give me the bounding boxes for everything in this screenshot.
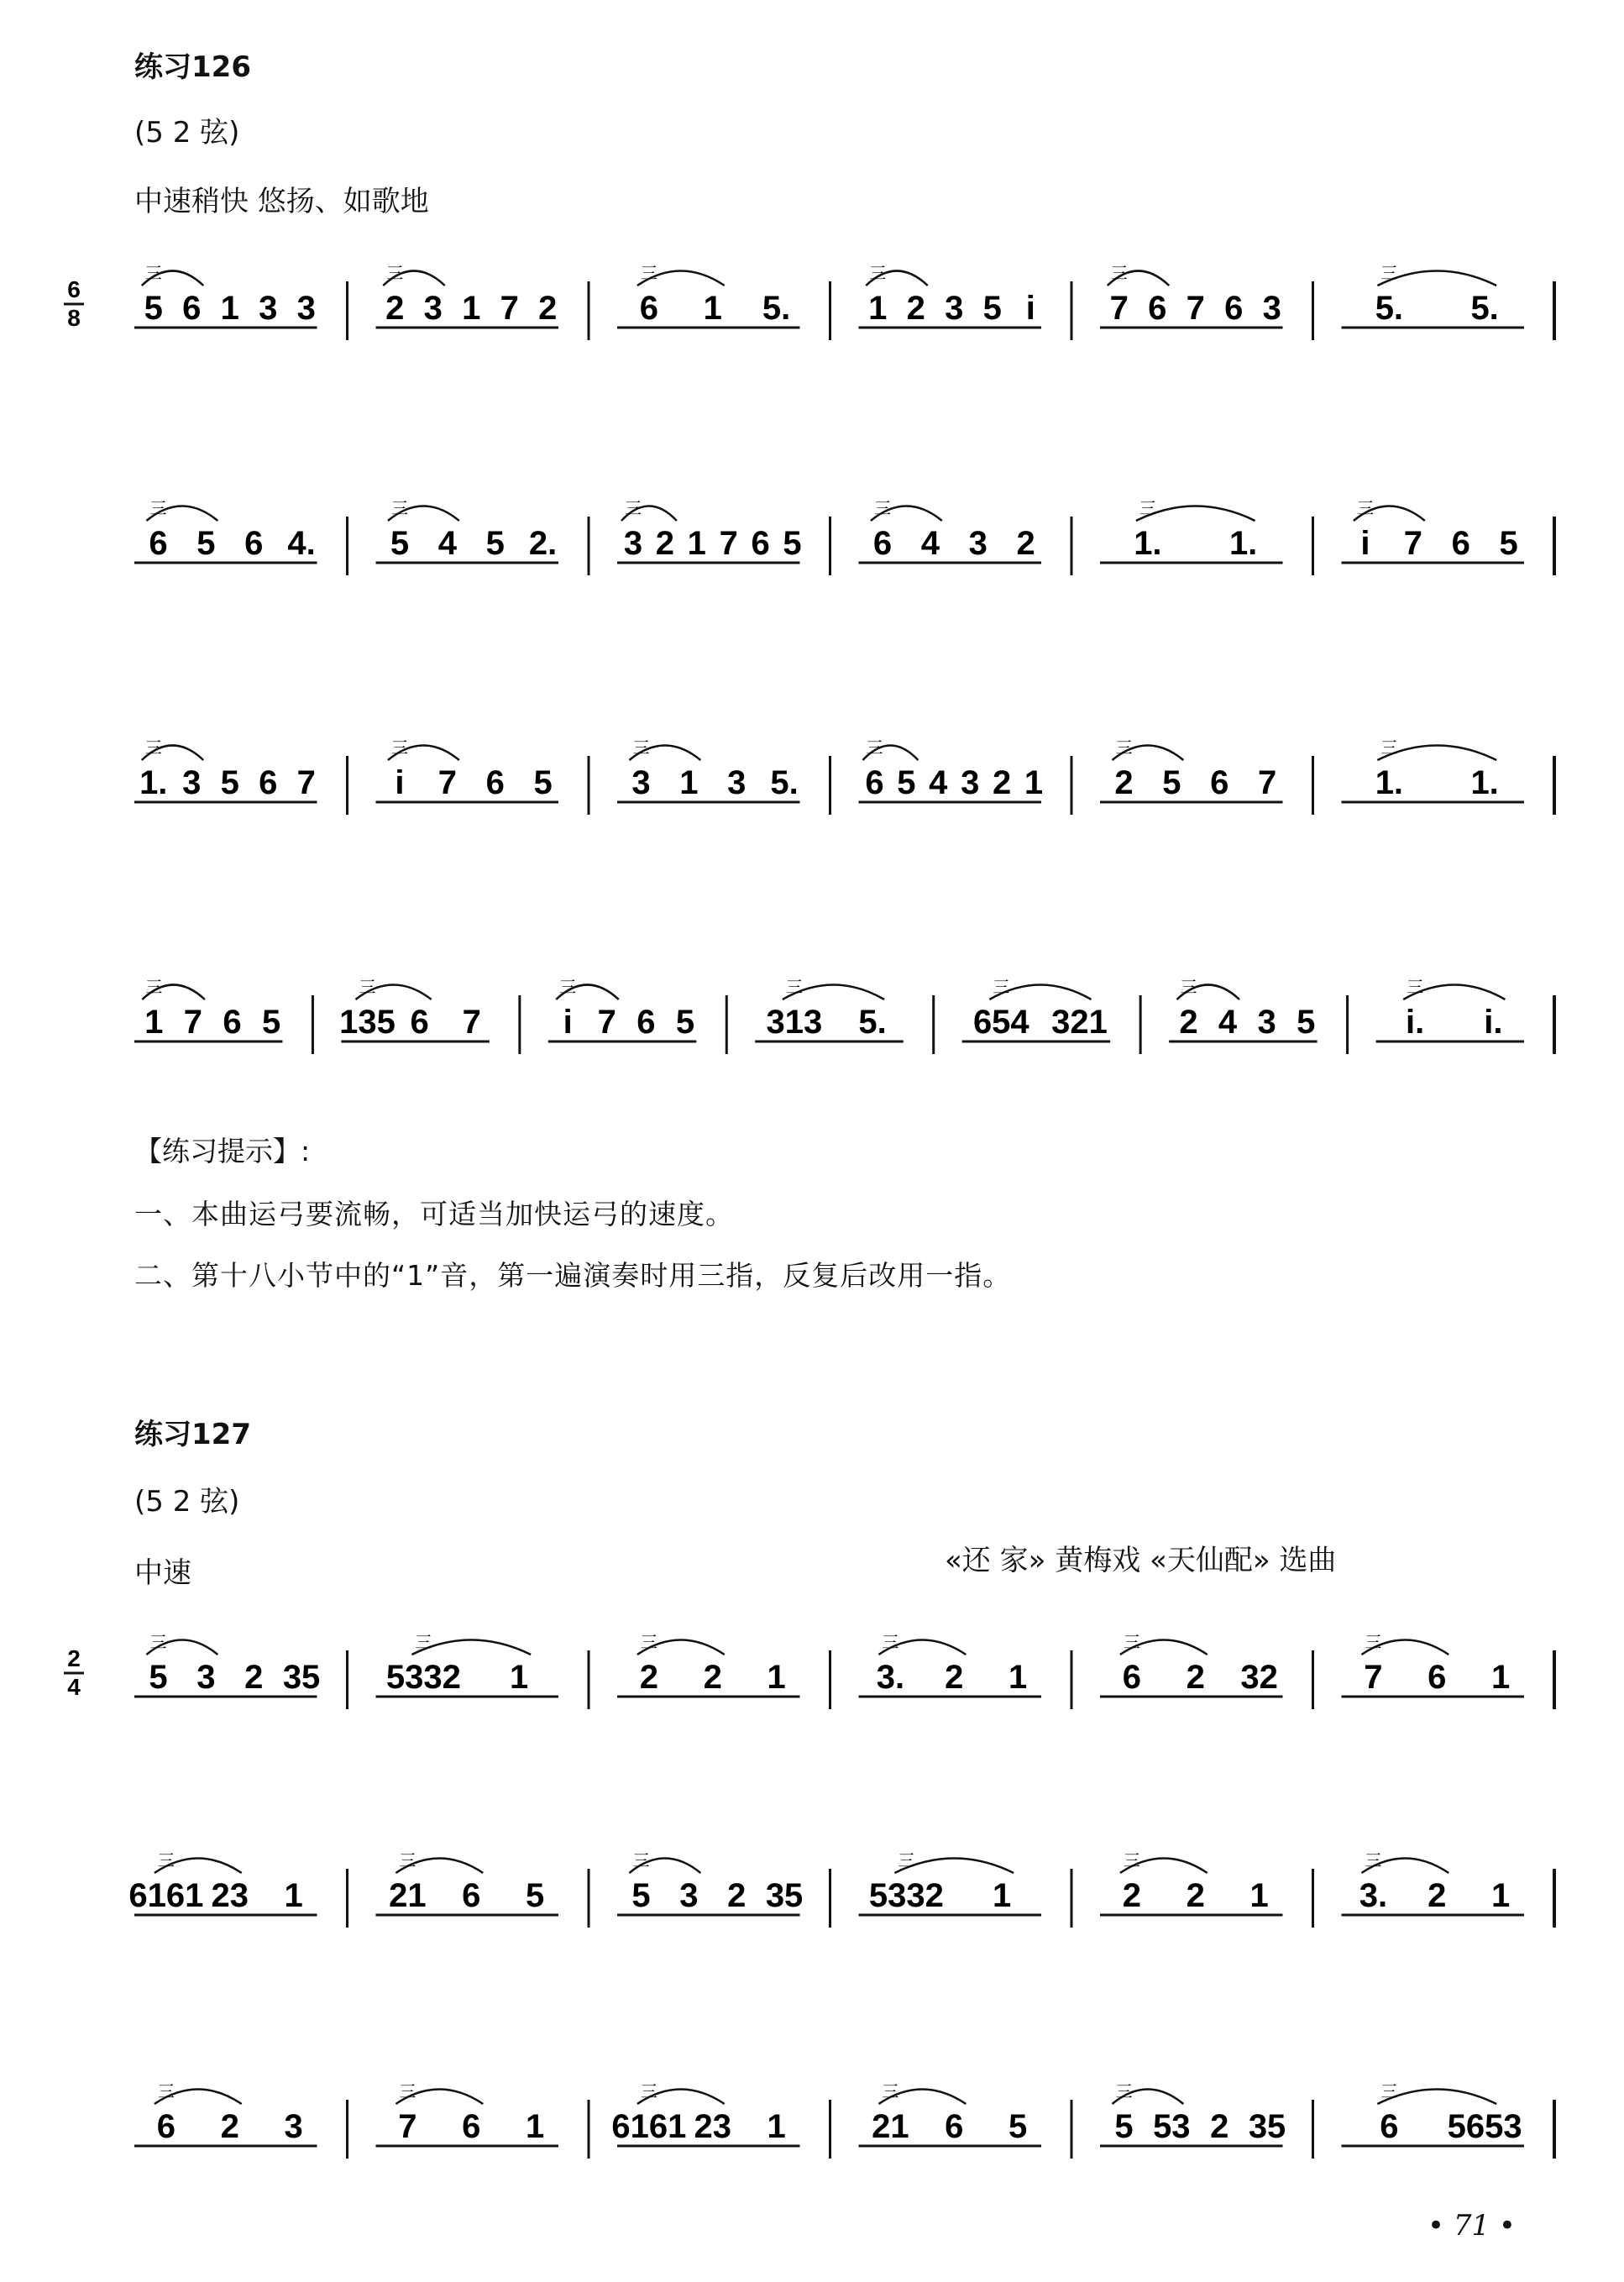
ex127-note: 1 [767,2108,786,2145]
ex127-note: 2 [1186,1659,1205,1696]
ex127-note: 35 [1248,2108,1286,2145]
ex127-note: 6161 [128,1877,204,1914]
ex127-note: 6 [462,2108,481,2145]
ex126-note: 6 [244,525,264,562]
ex126-note: 4 [1218,1004,1238,1041]
ex127-note: 7 [398,2108,417,2145]
ex126-note: 4 [437,525,457,562]
ex126-note: 5 [1297,1004,1316,1041]
ex127-fingering-mark: 三 [1123,1634,1140,1652]
ex126-note: 3 [182,764,202,801]
ex127-fingering-mark: 三 [415,1634,432,1652]
ex126-fingering-mark: 三 [390,500,408,518]
exercise-127-tempo: 中速 [134,1556,191,1590]
ex126-note: 3 [259,290,278,327]
ex126-note: 1. [1470,764,1499,801]
ex126-note: 4 [929,764,948,801]
ex126-note: 3 [631,764,651,801]
ex127-note: 2 [1122,1877,1142,1914]
ex127-note: 6 [1380,2108,1399,2145]
page-number: • 71 • [1428,2209,1516,2243]
ex126-fingering-mark: 三 [1139,500,1156,518]
ex127-note: 5 [1008,2108,1028,2145]
ex126-fingering-mark: 三 [1180,978,1197,997]
ex126-note: 6 [410,1004,429,1041]
ex126-fingering-mark: 三 [144,739,162,758]
exercise-126-strings: (5 2 弦) [134,116,240,150]
ex126-note: 6 [149,525,168,562]
ex127-note: 5 [631,1877,651,1914]
ex127-note: 6 [1428,1659,1447,1696]
exercise-127-strings: (5 2 弦) [134,1485,240,1519]
ex126-note: 2 [1179,1004,1198,1041]
ex126-note: 5 [897,764,916,801]
ex126-note: i. [1406,1004,1425,1041]
ex126-fingering-mark: 三 [1380,265,1398,283]
ex126-note: 3 [423,290,443,327]
ex127-fingering-mark: 三 [399,1852,416,1870]
ex126-fingering-mark: 三 [640,265,657,283]
ex126-fingering-mark: 三 [785,978,803,997]
ex126-note: 3 [296,290,316,327]
ex126-fingering-mark: 三 [386,265,404,283]
ex126-fingering-mark: 三 [1110,265,1128,283]
ex126-note: 6 [1224,290,1244,327]
ex127-fingering-mark: 三 [399,2083,416,2101]
ex126-note: 1 [687,525,706,562]
ex126-note: 3 [945,290,964,327]
ex127-note: 35 [282,1659,321,1696]
ex127-note: 6 [945,2108,964,2145]
exercise-127-title: 练习127 [134,1418,251,1451]
ex126-note: 7 [1257,764,1277,801]
ex126-note: 5. [770,764,799,801]
tip-item-1: 一、本曲运弓要流畅，可适当加快运弓的速度。 [134,1198,734,1230]
ex127-note: 3 [679,1877,699,1914]
ex126-note: 7 [597,1004,616,1041]
ex127-note: 21 [389,1877,427,1914]
ex126-fingering-mark: 三 [559,978,577,997]
ex127-note: 2 [244,1659,264,1696]
ex126-note: 4 [920,525,940,562]
ex126-note: 7 [500,290,519,327]
ex127-fingering-mark: 三 [157,1852,175,1870]
ex127-note: 5 [149,1659,168,1696]
ex126-note: 5 [533,764,553,801]
ex126-note: 6 [182,290,202,327]
ex126-note: 313 [766,1004,823,1041]
ex126-note: 5 [144,290,163,327]
ex127-note: 5332 [385,1659,461,1696]
ex127-note: 5653 [1447,2108,1522,2145]
ex126-note: 6 [1148,290,1167,327]
ex126-note: 3 [968,525,987,562]
ex127-fingering-mark: 三 [157,2083,175,2101]
ex127-fingering-mark: 三 [640,2083,657,2101]
ex126-time-signature-bottom: 8 [67,305,81,331]
ex126-note: i [563,1004,573,1041]
ex126-note: 4. [287,525,316,562]
ex127-note: 1 [1249,1877,1269,1914]
ex126-note: 135 [339,1004,396,1041]
ex127-fingering-mark: 三 [1115,2083,1133,2101]
ex126-note: 6 [1451,525,1470,562]
ex127-note: 6 [156,2108,176,2145]
ex127-note: 23 [694,2108,731,2145]
tips-title: 【练习提示】: [134,1135,311,1167]
ex127-fingering-mark: 三 [1365,1852,1382,1870]
ex126-note: 2 [993,764,1012,801]
ex126-note: 3 [623,525,643,562]
ex126-note: 2. [528,525,558,562]
ex127-note: 1 [284,1877,303,1914]
ex126-fingering-mark: 三 [1407,978,1424,997]
ex126-note: 6 [259,764,278,801]
ex127-note: 23 [211,1877,249,1914]
ex127-note: 53 [1153,2108,1191,2145]
ex126-note: 1. [1134,525,1162,562]
ex127-note: 2 [945,1659,964,1696]
ex126-note: 7 [1403,525,1422,562]
ex126-note: 7 [719,525,738,562]
ex126-note: 6 [485,764,505,801]
ex126-note: 6 [639,290,659,327]
ex126-note: 7 [437,764,457,801]
ex127-note: 1 [1490,1659,1511,1696]
exercise-126-tempo: 中速稍快 悠扬、如歌地 [134,185,429,218]
ex127-fingering-mark: 三 [640,1634,657,1652]
ex126-fingering-mark: 三 [145,978,163,997]
ex126-fingering-mark: 三 [993,978,1010,997]
ex126-note: 1 [679,764,699,801]
ex126-note: i [395,764,405,801]
ex126-note: 2 [538,290,558,327]
ex126-note: 5. [1470,290,1499,327]
ex126-note: 5 [390,525,410,562]
ex126-note: 5. [858,1004,887,1041]
ex126-note: 654 [972,1004,1029,1041]
ex127-note: 7 [1364,1659,1383,1696]
ex127-note: 3 [284,2108,303,2145]
ex127-note: 5 [525,1877,545,1914]
ex126-note: 2 [906,290,925,327]
ex126-note: 7 [1186,290,1205,327]
ex126-note: 3 [1257,1004,1276,1041]
ex126-note: 6 [872,525,893,562]
ex126-fingering-mark: 三 [624,500,642,518]
ex126-note: 2 [1016,525,1035,562]
ex126-note: 5 [1499,525,1518,562]
ex126-time-signature-top: 6 [67,276,81,302]
ex127-note: 2 [220,2108,239,2145]
ex127-note: 5 [1114,2108,1134,2145]
ex127-note: 2 [1186,1877,1205,1914]
ex126-note: 5 [1162,764,1181,801]
ex127-note: 1 [993,1877,1012,1914]
ex127-note: 2 [703,1659,722,1696]
ex127-note: 3. [876,1659,905,1696]
ex126-note: 1. [1228,525,1258,562]
ex126-note: 1 [220,290,239,327]
ex126-note: i [1360,525,1370,562]
ex126-note: 7 [183,1004,203,1041]
ex126-note: i. [1484,1004,1503,1041]
ex126-fingering-mark: 三 [1356,500,1374,518]
ex127-note: 1 [1490,1877,1511,1914]
ex127-note: 2 [727,1877,747,1914]
exercise-127-source: «还 家» 黄梅戏 «天仙配» 选曲 [945,1544,1337,1577]
ex126-note: 5. [1375,290,1404,327]
ex126-note: 6 [637,1004,656,1041]
ex127-fingering-mark: 三 [1365,1634,1382,1652]
ex126-note: 1 [144,1004,164,1041]
ex126-note: 5 [982,290,1002,327]
ex126-note: 6 [751,525,770,562]
ex127-note: 5332 [868,1877,944,1914]
ex127-note: 3 [196,1659,216,1696]
ex127-note: 6 [462,1877,481,1914]
ex127-note: 2 [1428,1877,1447,1914]
ex127-fingering-mark: 三 [1380,2083,1398,2101]
ex126-note: 2 [1114,764,1134,801]
ex126-note: 5 [783,525,802,562]
ex127-note: 3. [1359,1877,1388,1914]
ex126-fingering-mark: 三 [1115,739,1133,758]
ex126-note: 7 [296,764,316,801]
ex127-note: 2 [639,1659,659,1696]
ex127-time-signature-bottom: 4 [67,1674,81,1700]
ex126-note: 5. [762,290,791,327]
ex127-fingering-mark: 三 [1123,1852,1140,1870]
ex127-fingering-mark: 三 [632,1852,650,1870]
ex126-note: 6 [223,1004,242,1041]
ex126-fingering-mark: 三 [632,739,650,758]
ex126-note: 3 [961,764,980,801]
ex126-fingering-mark: 三 [869,265,887,283]
ex126-note: 3 [727,764,747,801]
ex127-fingering-mark: 三 [882,2083,899,2101]
ex127-note: 2 [1210,2108,1229,2145]
ex126-note: 5 [196,525,216,562]
ex126-note: 1 [703,290,722,327]
ex127-note: 1 [525,2108,545,2145]
ex126-note: 321 [1051,1004,1108,1041]
ex126-note: 5 [262,1004,281,1041]
ex127-fingering-mark: 三 [149,1634,167,1652]
ex126-note: 3 [1262,290,1281,327]
ex126-fingering-mark: 三 [1380,739,1398,758]
exercise-126-title: 练习126 [134,50,251,84]
ex126-fingering-mark: 三 [866,739,883,758]
ex126-note: 2 [655,525,674,562]
ex126-note: 1 [868,290,888,327]
ex126-note: i [1025,290,1035,327]
ex126-note: 1 [1024,764,1044,801]
ex126-note: 2 [385,290,405,327]
ex127-fingering-mark: 三 [898,1852,915,1870]
ex126-note: 5 [220,764,239,801]
ex126-note: 6 [1210,764,1229,801]
ex126-fingering-mark: 三 [144,265,162,283]
ex127-time-signature-top: 2 [67,1645,81,1671]
ex126-note: 5 [675,1004,695,1041]
ex126-note: 1. [1375,764,1404,801]
ex126-note: 6 [865,764,884,801]
ex126-fingering-mark: 三 [390,739,408,758]
ex127-note: 1 [510,1659,529,1696]
ex126-fingering-mark: 三 [359,978,376,997]
ex126-fingering-mark: 三 [149,500,167,518]
ex126-note: 1 [462,290,481,327]
ex126-note: 1. [139,764,168,801]
ex127-note: 6 [1122,1659,1142,1696]
ex126-fingering-mark: 三 [873,500,891,518]
ex127-note: 32 [1240,1659,1278,1696]
ex127-note: 6161 [611,2108,687,2145]
tip-item-2: 二、第十八小节中的“1”音，第一遍演奏时用三指，反复后改用一指。 [134,1259,1012,1292]
ex127-note: 35 [765,1877,804,1914]
ex126-note: 7 [462,1004,481,1041]
ex127-note: 1 [1008,1659,1028,1696]
ex126-note: 7 [1109,290,1129,327]
ex127-note: 21 [872,2108,909,2145]
ex126-note: 5 [485,525,505,562]
ex127-fingering-mark: 三 [882,1634,899,1652]
ex127-note: 1 [767,1659,786,1696]
